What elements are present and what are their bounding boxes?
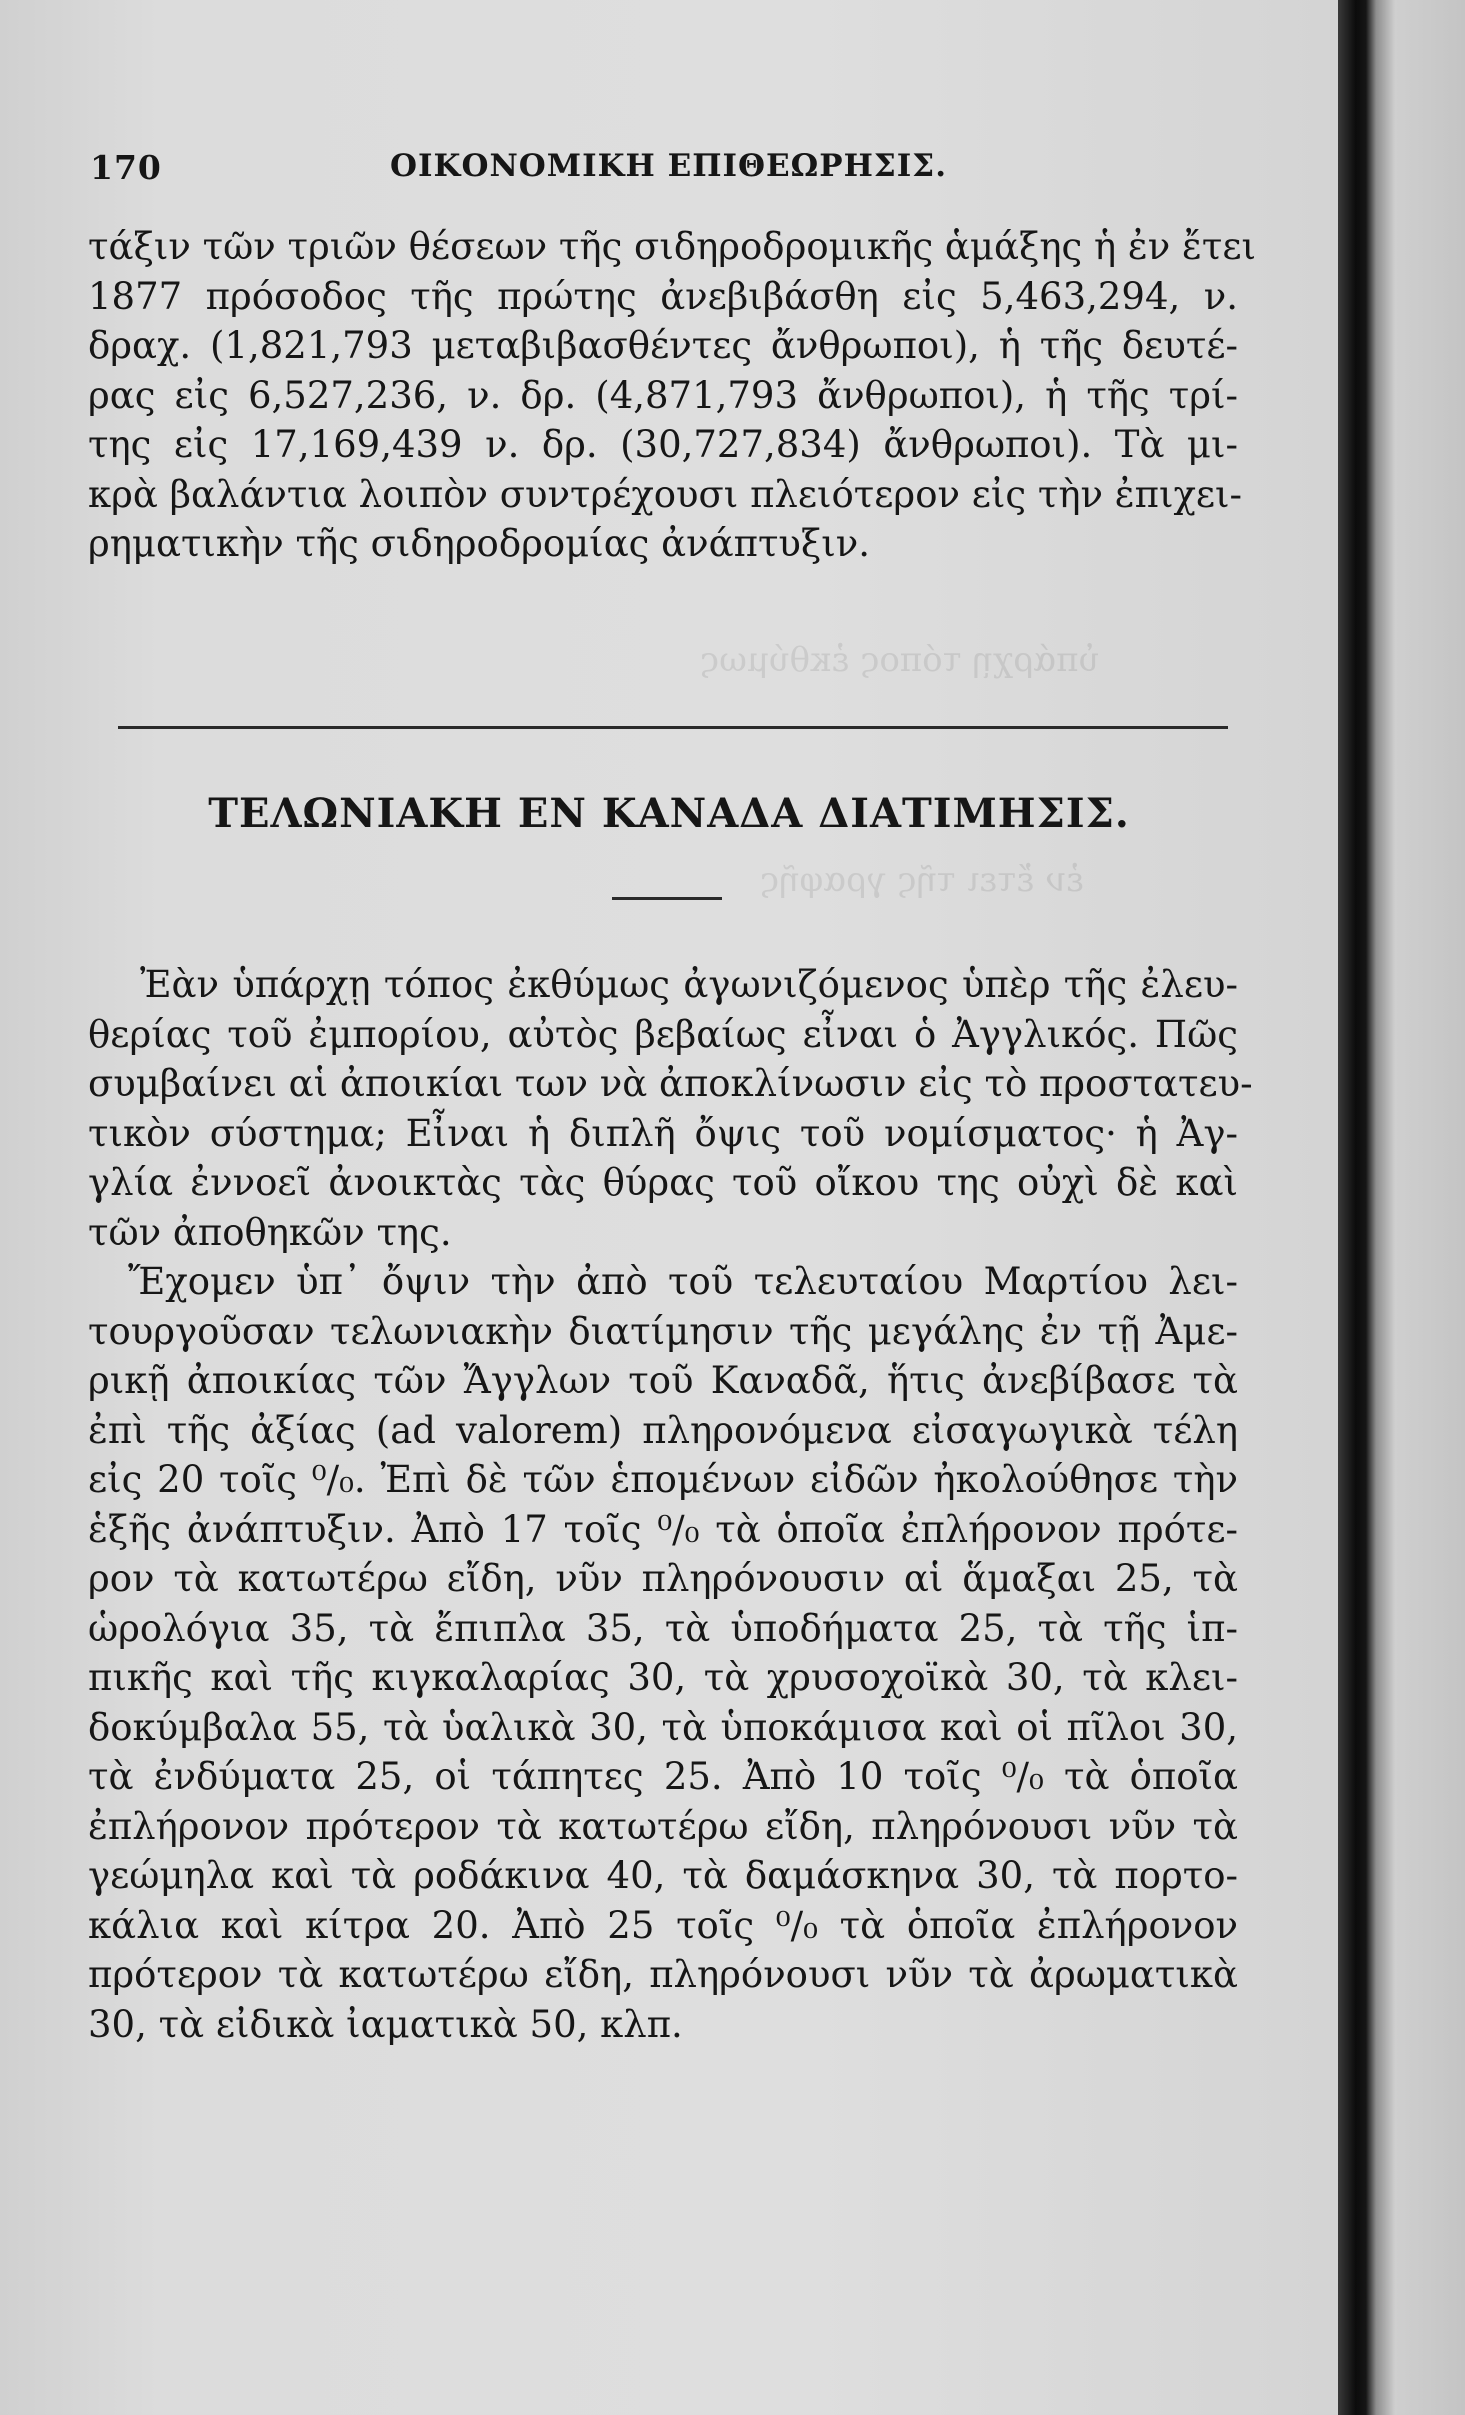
text-line: πρότερον τὰ κατωτέρω εἴδη, πληρόνουσι νῦν τὰ ἀρωματικὰ — [88, 1953, 1238, 1996]
section-divider — [118, 726, 1228, 729]
paragraph-railway-revenue — [88, 222, 1257, 569]
text-line: γλία ἐννοεῖ ἀνοικτὰς τὰς θύρας τοῦ οἴκου της οὐχὶ δὲ καὶ — [88, 1161, 1238, 1204]
page-header — [90, 148, 1230, 198]
text-line: 1877 πρόσοδος τῆς πρώτης ἀνεβιβάσθη εἰς 5,463,294, ν. — [88, 274, 1238, 318]
text-line: της εἰς 17,169,439 ν. δρ. (30,727,834) ἄνθρωποι). Τὰ μι- — [88, 423, 1238, 466]
text-line: εἰς 20 τοῖς ⁰/₀. Ἐπὶ δὲ τῶν ἑπομένων εἰδῶν ἠκολούθησε τὴν — [88, 1458, 1238, 1501]
text-line: Ἐὰν ὑπάρχῃ τόπος ἐκθύμως ἀγωνιζόμενος ὑπὲρ τῆς ἐλευ- — [140, 963, 1238, 1006]
text-line: τάξιν τῶν τριῶν θέσεων τῆς σιδηροδρομικῆς ἁμάξης ἡ ἐν ἔτει — [88, 225, 1257, 268]
book-binding-edge — [1338, 0, 1465, 2415]
page-number: 170 — [90, 148, 162, 187]
text-line: ἐπλήρονον πρότερον τὰ κατωτέρω εἴδη, πληρόνουσι νῦν τὰ — [88, 1804, 1238, 1848]
section-title: ΤΕΛΩΝΙΑΚΗ ΕΝ ΚΑΝΑΔΑ ΔΙΑΤΙΜΗΣΙΣ. — [208, 790, 1130, 837]
show-through-text: ἐν ἔτει τῆς γραφῆς — [760, 860, 1085, 900]
text-line: συμβαίνει αἱ ἀποικίαι των νὰ ἀποκλίνωσιν εἰς τὸ προστατευ- — [88, 1062, 1253, 1105]
text-line: ρικῇ ἀποικίας τῶν Ἄγγλων τοῦ Καναδᾶ, ἥτις ἀνεβίβασε τὰ — [88, 1359, 1238, 1402]
text-line: ἑξῆς ἀνάπτυξιν. Ἀπὸ 17 τοῖς ⁰/₀ τὰ ὁποῖα ἐπλήρονον πρότε- — [88, 1507, 1238, 1551]
show-through-text: ὑπάρχῃ τόπος ἐκθύμως — [700, 640, 1100, 680]
text-line: ὡρολόγια 35, τὰ ἔπιπλα 35, τὰ ὑποδήματα 25, τὰ τῆς ἱπ- — [88, 1606, 1238, 1650]
text-line: γεώμηλα καὶ τὰ ροδάκινα 40, τὰ δαμάσκηνα 30, τὰ πορτο- — [88, 1854, 1238, 1897]
text-line: τῶν ἀποθηκῶν της. — [88, 1210, 452, 1254]
text-line: ρηματικὴν τῆς σιδηροδρομίας ἀνάπτυξιν. — [88, 522, 871, 565]
text-line: πικῆς καὶ τῆς κιγκαλαρίας 30, τὰ χρυσοχοϊκὰ 30, τὰ κλει- — [88, 1656, 1238, 1699]
text-line: τουργοῦσαν τελωνιακὴν διατίμησιν τῆς μεγάλης ἐν τῇ Ἀμε- — [88, 1309, 1238, 1353]
text-line: Ἔχομεν ὑπ᾽ ὄψιν τὴν ἀπὸ τοῦ τελευταίου Μαρτίου λει- — [128, 1260, 1238, 1303]
text-line: τικὸν σύστημα; Εἶναι ἡ διπλῆ ὄψις τοῦ νομίσματος· ἡ Ἀγ- — [88, 1111, 1238, 1155]
text-line: ἐπὶ τῆς ἀξίας (ad valorem) πληρονόμενα εἰσαγωγικὰ τέλη — [88, 1408, 1238, 1452]
text-line: ρας εἰς 6,527,236, ν. δρ. (4,871,793 ἄνθρωποι), ἡ τῆς τρί- — [88, 373, 1238, 417]
text-line: κρὰ βαλάντια λοιπὸν συντρέχουσι πλειότερον εἰς τὴν ἐπιχει- — [88, 472, 1243, 516]
text-line: θερίας τοῦ ἐμπορίου, αὐτὸς βεβαίως εἶναι ὁ Ἀγγλικός. Πῶς — [88, 1012, 1238, 1056]
text-line: κάλια καὶ κίτρα 20. Ἀπὸ 25 τοῖς ⁰/₀ τὰ ὁποῖα ἐπλήρονον — [88, 1903, 1238, 1947]
running-title: ΟΙΚΟΝΟΜΙΚΗ ΕΠΙΘΕΩΡΗΣΙΣ. — [390, 148, 947, 184]
text-line: δραχ. (1,821,793 μεταβιβασθέντες ἄνθρωποι), ἡ τῆς δευτέ- — [88, 324, 1238, 367]
text-line: 30, τὰ εἰδικὰ ἰαματικὰ 50, κλπ. — [88, 2002, 683, 2046]
title-underline — [612, 897, 722, 900]
text-line: δοκύμβαλα 55, τὰ ὑαλικὰ 30, τὰ ὑποκάμισα καὶ οἱ πῖλοι 30, — [88, 1705, 1238, 1749]
text-line: ρον τὰ κατωτέρω εἴδη, νῦν πληρόνουσιν αἱ ἅμαξαι 25, τὰ — [88, 1557, 1238, 1600]
text-line: τὰ ἐνδύματα 25, οἱ τάπητες 25. Ἀπὸ 10 τοῖς ⁰/₀ τὰ ὁποῖα — [88, 1755, 1238, 1798]
paragraph-canada-tariff — [88, 960, 1253, 2049]
